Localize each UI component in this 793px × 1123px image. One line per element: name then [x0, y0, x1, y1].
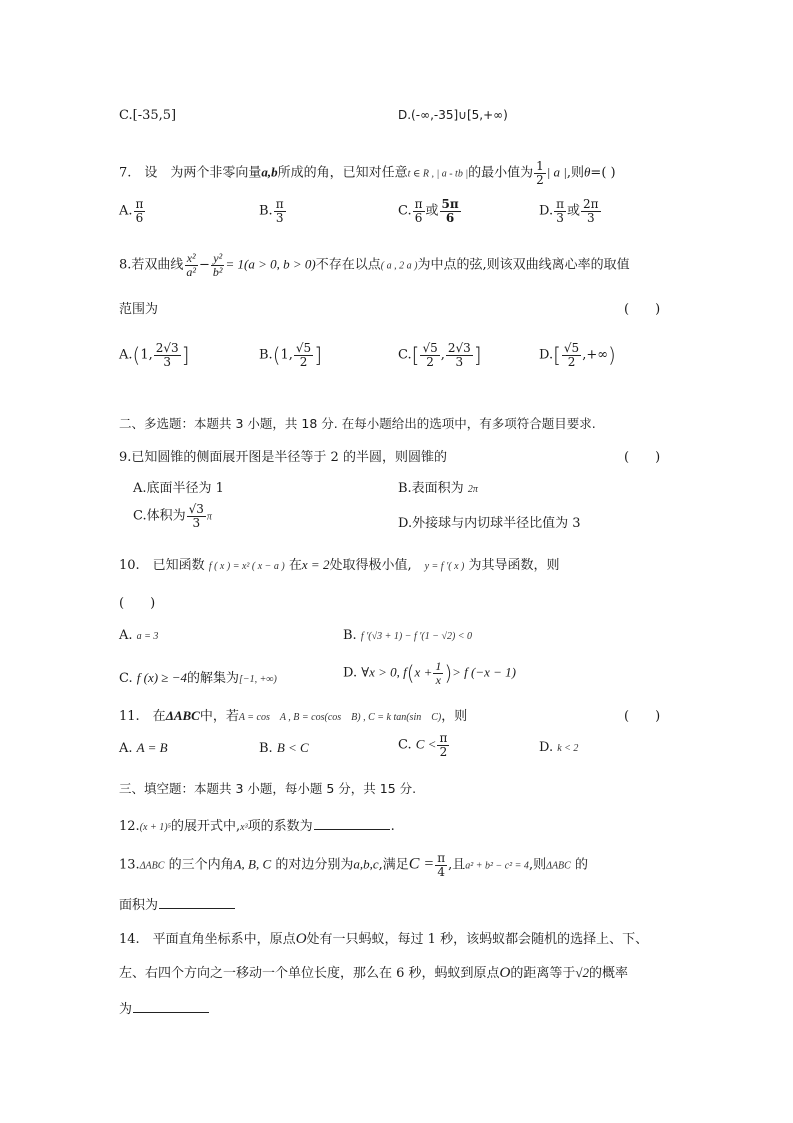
q14-answer-blank[interactable] [133, 1011, 209, 1013]
q7-option-d: D. $\frac{\pi}{3}$ 或 $\frac{2\pi}{3}$ [539, 197, 599, 225]
q11-option-c: C. C < $\frac{\pi}{2}$ [398, 731, 448, 759]
q7-half-fraction: $\frac{1}{2}$ [536, 159, 544, 187]
q12-stem: 12.(x + 1)⁵的展开式中,x³项的系数为 . [119, 819, 395, 834]
q8-stem-line2: 范围为 [119, 302, 159, 317]
q6-option-d: D.(-∞,-35]∪[5,+∞) [398, 108, 508, 122]
q7-option-c: C. $\frac{\pi}{6}$ 或 $\frac{5\pi}{6}$ [398, 197, 459, 225]
q10-stem: 10. 已知函数 f ( x ) = x² ( x − a ) 在x = 2处取得极小值, y = f ′( x ) 为其导函数，则 [119, 557, 560, 573]
q9-stem: 9.已知圆锥的侧面展开图是半径等于 2 的半圆，则圆锥的 [119, 450, 447, 465]
q13-stem-line2: 面积为 [119, 894, 236, 913]
q9-option-c: C.体积为 $\frac{√3}{3}$ π [133, 502, 212, 530]
q9-answer-paren: ( ) [624, 450, 661, 465]
q9-option-b: B.表面积为 2π [398, 481, 478, 496]
q8-option-b: B.(1, $\frac{√5}{2}$ ] [259, 341, 322, 369]
q7-option-b: B. $\frac{\pi}{3}$ [259, 197, 284, 225]
q7-option-a: A. $\frac{\pi}{6}$ [119, 197, 144, 225]
q14-line3: 为 [119, 998, 210, 1017]
q9-option-a: A.底面半径为 1 [133, 481, 224, 496]
q10-option-d: D. ∀x > 0, f(x + $\frac{1}{x}$ )> f (−x − 1) [343, 659, 517, 687]
q10-option-b: B. f ′(√3 + 1) − f ′(1 − √2) < 0 [343, 628, 473, 643]
q7-stem: 7. 设 为两个非零向量a,b所成的角，已知对任意t ∈ R , | a - tb |的最小值为 $\frac{1}{2}$ | a |,则θ=( ) [119, 159, 616, 187]
q11-option-a: A. A = B [119, 740, 168, 756]
q11-option-b: B. B < C [259, 740, 309, 756]
section-2-heading: 二、多选题：本题共 3 小题，共 18 分. 在每小题给出的选项中，有多项符合题目要求. [119, 416, 596, 431]
q14-line2: 左、右四个方向之一移动一个单位长度，那么在 6 秒，蚂蚁到原点O的距离等于√2的概率 [119, 965, 629, 981]
q8-option-c: C.[ $\frac{√5}{2}$ , $\frac{2√3}{3}$ ] [398, 341, 482, 369]
q11-option-d: D. k < 2 [539, 740, 579, 755]
q9-option-d: D.外接球与内切球半径比值为 3 [398, 516, 581, 531]
q12-answer-blank[interactable] [314, 828, 390, 830]
q14-line1: 14. 平面直角坐标系中，原点O处有一只蚂蚁，每过 1 秒，该蚂蚁都会随机的选择上、下、 [119, 931, 649, 947]
q10-answer-paren: ( ) [119, 596, 156, 611]
q8-option-d: D.[ $\frac{√5}{2}$ ,+∞) [539, 341, 616, 369]
q6-option-c: C.[-35,5] [119, 108, 177, 123]
q8-answer-paren: ( ) [624, 302, 661, 317]
q13-stem: 13.ΔABC 的三个内角A, B, C 的对边分别为a,b,c,满足C = $\frac{\pi}{4}$ ,且a² + b² − c² = 4,则ΔABC 的 [119, 851, 588, 879]
q13-answer-blank[interactable] [159, 907, 235, 909]
q10-option-c: C. f (x) ≥ −4的解集为[−1, +∞) [119, 670, 277, 686]
q8-option-a: A.(1, $\frac{2√3}{3}$ ] [119, 341, 190, 369]
q8-stem: 8.若双曲线 $\frac{\text{x²}}{\text{a²}}$ − $\frac{\text{y²}}{\text{b²}}$ = 1(a > 0, b > 0)不存在以点( a , 2 a )为中点的弦,则该双曲线离心率的取值 [119, 251, 630, 279]
q11-answer-paren: ( ) [624, 709, 661, 724]
q10-option-a: A. a = 3 [119, 628, 159, 643]
section-3-heading: 三、填空题：本题共 3 小题，每小题 5 分，共 15 分. [119, 781, 417, 796]
q11-stem: 11. 在ΔABC中，若A = cos A , B = cos(cos B) , C = k tan(sin C)，则 [119, 708, 468, 724]
